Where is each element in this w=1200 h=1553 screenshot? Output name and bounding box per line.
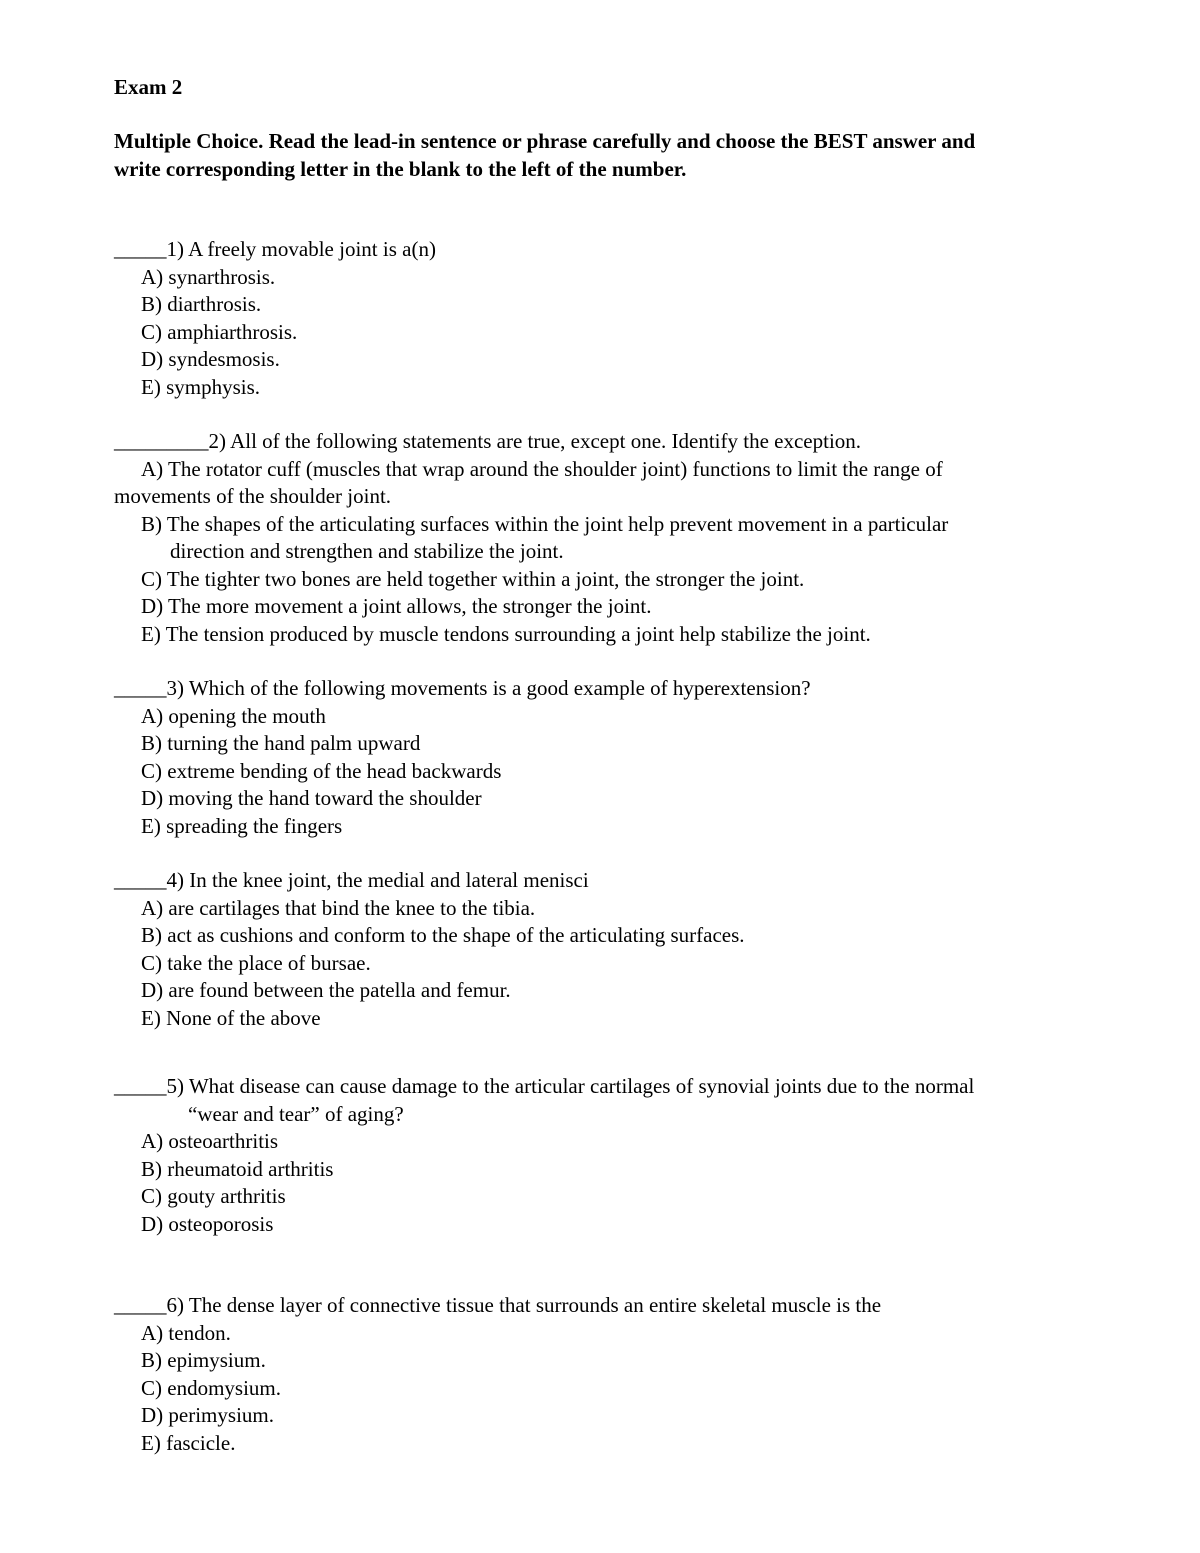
question-text: 4) In the knee joint, the medial and lateral menisci bbox=[166, 868, 589, 892]
option-c: C) amphiarthrosis. bbox=[141, 319, 298, 344]
answer-blank[interactable]: _____ bbox=[114, 1293, 167, 1317]
option-b bbox=[114, 511, 1074, 566]
question-stem bbox=[114, 1292, 1074, 1320]
option-a: A) opening the mouth bbox=[141, 703, 326, 728]
question-stem bbox=[114, 1073, 1074, 1101]
answer-blank[interactable]: _____ bbox=[114, 237, 167, 261]
question-stem bbox=[114, 675, 1074, 703]
option-d: D) The more movement a joint allows, the stronger the joint. bbox=[141, 594, 652, 618]
option-a bbox=[114, 456, 1074, 511]
answer-blank[interactable]: _____ bbox=[114, 676, 167, 700]
instructions-line: Multiple Choice. Read the lead-in sentence or phrase carefully and choose the BEST answer and bbox=[114, 129, 976, 153]
option-b: B) act as cushions and conform to the shape of the articulating surfaces. bbox=[141, 923, 745, 947]
option-e: E) None of the above bbox=[141, 1005, 321, 1030]
answer-blank[interactable]: _________ bbox=[114, 429, 209, 453]
option-b: B) epimysium. bbox=[141, 1348, 266, 1372]
option-text: A) The rotator cuff (muscles that wrap around the shoulder joint) functions to limit the range of bbox=[141, 456, 943, 481]
question-text-continued: “wear and tear” of aging? bbox=[188, 1101, 404, 1126]
option-c: C) take the place of bursae. bbox=[141, 950, 371, 975]
option-c: C) gouty arthritis bbox=[141, 1184, 286, 1208]
option-e: E) fascicle. bbox=[141, 1430, 236, 1455]
option-text: B) The shapes of the articulating surfaces within the joint help prevent movement in a particular bbox=[141, 511, 949, 536]
option-a: A) are cartilages that bind the knee to the tibia. bbox=[141, 895, 536, 920]
question-5 bbox=[114, 1073, 1074, 1238]
answer-blank[interactable]: _____ bbox=[114, 1074, 167, 1098]
question-text: 3) Which of the following movements is a good example of hyperextension? bbox=[166, 676, 811, 700]
question-stem bbox=[114, 428, 1074, 456]
option-text-continued: direction and strengthen and stabilize the joint. bbox=[170, 539, 564, 563]
option-d: D) moving the hand toward the shoulder bbox=[141, 786, 482, 810]
question-text: 6) The dense layer of connective tissue that surrounds an entire skeletal muscle is the bbox=[166, 1293, 882, 1317]
question-text: 1) A freely movable joint is a(n) bbox=[166, 237, 436, 261]
option-e: E) symphysis. bbox=[141, 374, 261, 399]
question-1 bbox=[114, 236, 1074, 401]
page-title: Exam 2 bbox=[114, 75, 183, 99]
option-a: A) osteoarthritis bbox=[141, 1129, 279, 1153]
option-e: E) The tension produced by muscle tendons surrounding a joint help stabilize the joint. bbox=[141, 621, 871, 646]
question-6 bbox=[114, 1292, 1074, 1457]
option-b: B) turning the hand palm upward bbox=[141, 731, 421, 755]
instructions-line: write corresponding letter in the blank to the left of the number. bbox=[114, 157, 687, 181]
option-d: D) osteoporosis bbox=[141, 1211, 274, 1236]
question-stem bbox=[114, 867, 1074, 895]
option-b: B) diarthrosis. bbox=[141, 292, 262, 316]
option-c: C) endomysium. bbox=[141, 1375, 281, 1400]
option-c: C) The tighter two bones are held together within a joint, the stronger the joint. bbox=[141, 566, 805, 591]
option-a: A) synarthrosis. bbox=[141, 264, 276, 289]
question-3 bbox=[114, 675, 1074, 840]
question-stem bbox=[114, 236, 1074, 264]
option-text-continued: movements of the shoulder joint. bbox=[114, 484, 392, 508]
option-d: D) perimysium. bbox=[141, 1403, 274, 1427]
question-text: 2) All of the following statements are true, except one. Identify the exception. bbox=[208, 429, 862, 453]
option-d: D) syndesmosis. bbox=[141, 347, 280, 371]
question-text: 5) What disease can cause damage to the articular cartilages of synovial joints due to the normal bbox=[166, 1074, 975, 1098]
instructions bbox=[114, 127, 1114, 183]
option-c: C) extreme bending of the head backwards bbox=[141, 758, 502, 783]
question-2 bbox=[114, 428, 1074, 648]
option-a: A) tendon. bbox=[141, 1320, 231, 1345]
option-e: E) spreading the fingers bbox=[141, 813, 343, 838]
option-b: B) rheumatoid arthritis bbox=[141, 1156, 334, 1181]
question-4 bbox=[114, 867, 1074, 1032]
answer-blank[interactable]: _____ bbox=[114, 868, 167, 892]
option-d: D) are found between the patella and femur. bbox=[141, 978, 511, 1002]
